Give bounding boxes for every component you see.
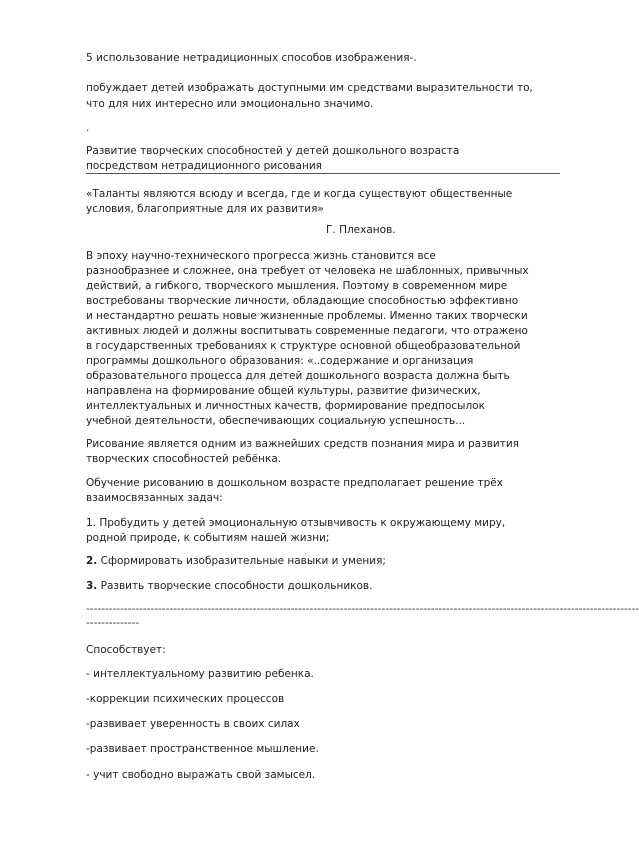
body-line: творческих способностей ребёнка. [86, 453, 282, 465]
body-line: образовательного процесса для детей дошкольного возраста должна быть [86, 370, 510, 382]
dot-line: . [86, 122, 90, 134]
task-1-line1: 1. Пробудить у детей эмоциональную отзывчивость к окружающему миру, [86, 517, 506, 529]
section-title-line1: Развитие творческих способностей у детей дошкольного возраста [86, 145, 460, 157]
section-title-line2: посредством нетрадиционного рисования [86, 160, 322, 172]
body-line: Обучение рисованию в дошкольном возрасте предполагает решение трёх [86, 477, 503, 489]
paragraph-line: побуждает детей изображать доступными им средствами выразительности то, [86, 82, 533, 94]
body-line: программы дошкольного образования: «..содержание и организация [86, 355, 474, 367]
body-line: в государственных требованиях к структуре основной общеобразовательной [86, 340, 521, 352]
epigraph-line1: «Таланты являются всюду и всегда, где и когда существуют общественные [86, 188, 513, 200]
body-line: и нестандартно решать новые жизненные проблемы. Именно таких творчески [86, 310, 528, 322]
task-2 [86, 553, 556, 569]
list-item: -развивает пространственное мышление. [86, 743, 319, 755]
dashed-separator: -------------------------------------------------------------------------------------------------------------------------------------------------- [86, 603, 639, 615]
body-line: направлена на формирование общей культуры, развитие физических, [86, 385, 481, 397]
body-line: интеллектуальных и личностных качеств, формирование предпосылок [86, 400, 485, 412]
task-2-number: 2. [86, 555, 98, 567]
list-item-5: 5 использование нетрадиционных способов изображения-. [86, 52, 417, 64]
body-line: разнообразнее и сложнее, она требует от человека не шаблонных, привычных [86, 265, 529, 277]
body-line: действий, а гибкого, творческого мышления. Поэтому в современном мире [86, 280, 508, 292]
list-item: - учит свободно выражать свой замысел. [86, 769, 316, 781]
body-line: Рисование является одним из важнейших средств познания мира и развития [86, 438, 519, 450]
paragraph-line: что для них интересно или эмоционально значимо. [86, 98, 374, 110]
body-line: взаимосвязанных задач: [86, 492, 223, 504]
dashed-separator-tail: -------------- [86, 617, 140, 629]
promotes-heading: Способствует: [86, 644, 166, 656]
task-3-number: 3. [86, 580, 98, 592]
task-2-text: Сформировать изобразительные навыки и умения; [97, 555, 386, 567]
body-line: учебной деятельности, обеспечивающих социальную успешность... [86, 415, 466, 427]
task-3 [86, 578, 556, 594]
list-item: -развивает уверенность в своих силах [86, 718, 300, 730]
list-item: - интеллектуальному развитию ребенка. [86, 668, 314, 680]
task-1-line2: родной природе, к событиям нашей жизни; [86, 532, 330, 544]
body-line: В эпоху научно-технического прогресса жизнь становится все [86, 250, 436, 262]
body-line: активных людей и должны воспитывать современные педагоги, что отражено [86, 325, 528, 337]
task-3-text: Развить творческие способности дошкольников. [97, 580, 373, 592]
list-item: -коррекции психических процессов [86, 693, 285, 705]
title-underline [86, 173, 560, 174]
body-line: востребованы творческие личности, обладающие способностью эффективно [86, 295, 519, 307]
epigraph-author: Г. Плеханов. [326, 224, 396, 236]
epigraph-line2: условия, благоприятные для их развития» [86, 203, 324, 215]
